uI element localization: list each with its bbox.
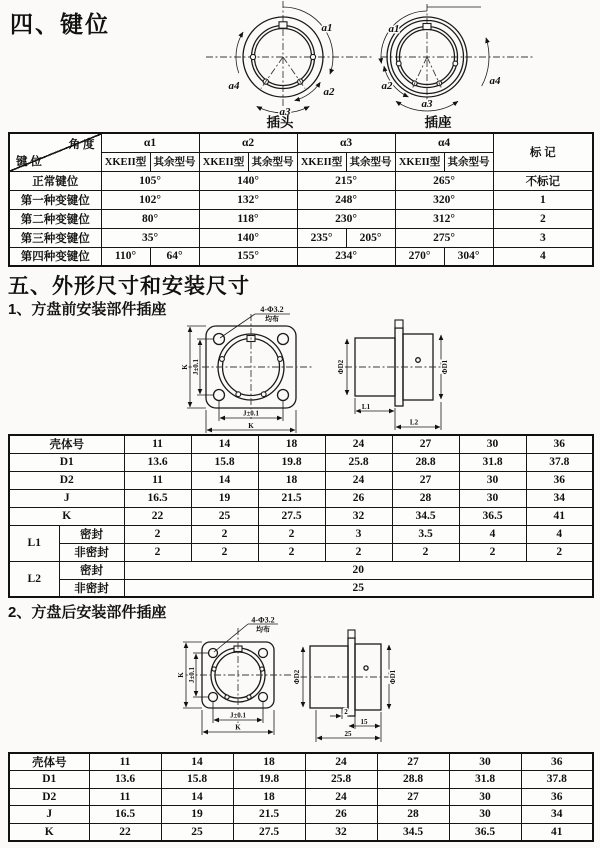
row-label: D1 (9, 453, 124, 471)
dim-l2: L2 (409, 418, 419, 427)
front-mount-drawing (150, 302, 460, 434)
cell: 36 (526, 471, 593, 489)
dim-j-left: J±0.1 (188, 666, 196, 684)
cell: 30 (459, 435, 526, 453)
cell: 19 (191, 489, 258, 507)
cell: 18 (233, 753, 305, 771)
cell: 2 (325, 543, 392, 561)
table-row (9, 543, 593, 561)
cell: 27.5 (258, 507, 325, 525)
cell: 32 (305, 823, 377, 841)
subcol-header: 其余型号 (150, 152, 199, 171)
dim-k-left: K (177, 672, 185, 678)
cell: 34.5 (392, 507, 459, 525)
row-label: 第三种变键位 (9, 228, 101, 247)
cell: 28.8 (392, 453, 459, 471)
cell: 132° (199, 190, 297, 209)
row-label: 正常键位 (9, 171, 101, 190)
sub1-title: 1、方盘前安装部件插座 (8, 301, 167, 318)
cell: 2 (191, 525, 258, 543)
hole-note-2: 均布 (256, 625, 270, 634)
cell: 19 (161, 806, 233, 824)
cell: 25.8 (305, 771, 377, 789)
socket-a1-label: a1 (388, 23, 400, 35)
cell: 31.8 (449, 771, 521, 789)
plug-a3-label: a3 (279, 106, 291, 118)
cell: 36.5 (459, 507, 526, 525)
socket-caption: 插座 (424, 115, 452, 130)
cell: 80° (101, 209, 199, 228)
row-label: D2 (9, 471, 124, 489)
cell: 19.8 (233, 771, 305, 789)
row-label: K (9, 507, 124, 525)
cell: 265° (395, 171, 493, 190)
table-row (9, 453, 593, 471)
cell: 118° (199, 209, 297, 228)
table-row (9, 228, 593, 247)
sub2-title: 2、方盘后安装部件插座 (8, 604, 167, 621)
cell: 27 (377, 788, 449, 806)
row-sublabel: 密封 (59, 525, 124, 543)
row-label: 壳体号 (9, 753, 89, 771)
socket-diagram (381, 4, 534, 130)
table-row (9, 489, 593, 507)
plug-diagram (206, 1, 372, 130)
cell: 34.5 (377, 823, 449, 841)
cell: 30 (459, 471, 526, 489)
cell: 205° (346, 228, 395, 247)
cell: 26 (305, 806, 377, 824)
rear-mount-dim-table (8, 752, 594, 842)
cell: 1 (493, 190, 593, 209)
dim-d2: ΦD2 (337, 359, 345, 375)
cell: 28.8 (377, 771, 449, 789)
table-row (9, 435, 593, 453)
cell: 18 (258, 435, 325, 453)
cell: 13.6 (89, 771, 161, 789)
cell: 36 (521, 788, 593, 806)
row-label: 第四种变键位 (9, 247, 101, 266)
cell: 16.5 (124, 489, 191, 507)
cell: 30 (449, 753, 521, 771)
cell: 15.8 (191, 453, 258, 471)
col-header-a2: α2 (199, 133, 297, 152)
cell: 24 (305, 753, 377, 771)
cell: 2 (124, 543, 191, 561)
cell: 20 (124, 561, 593, 579)
cell: 22 (89, 823, 161, 841)
cell: 275° (395, 228, 493, 247)
cell: 32 (325, 507, 392, 525)
socket-keyway (423, 24, 431, 30)
front-mount-dim-table (8, 434, 594, 598)
cell: 24 (325, 471, 392, 489)
front-view (177, 616, 292, 735)
cell: 2 (124, 525, 191, 543)
row-label: 第一种变键位 (9, 190, 101, 209)
cell: 2 (258, 525, 325, 543)
cell: 19.8 (258, 453, 325, 471)
subcol-header: XKEII型 (199, 152, 248, 171)
table-row (9, 753, 593, 771)
subcol-header: 其余型号 (248, 152, 297, 171)
cell: 21.5 (258, 489, 325, 507)
cell: 2 (493, 209, 593, 228)
cell: 25 (124, 579, 593, 597)
cell: 36 (521, 753, 593, 771)
row-sublabel: 非密封 (59, 543, 124, 561)
cell: 14 (191, 471, 258, 489)
plug-a4-label: a4 (228, 80, 240, 92)
cell: 4 (493, 247, 593, 266)
hole-note: 4-Φ3.2 (251, 616, 275, 625)
dim-15: 15 (360, 718, 368, 726)
rear-mount-drawing (150, 616, 470, 752)
table-row (9, 471, 593, 489)
side-view (293, 630, 397, 742)
cell: 31.8 (459, 453, 526, 471)
cell: 11 (124, 471, 191, 489)
table-row (9, 190, 593, 209)
cell: 2 (526, 543, 593, 561)
cell: 102° (101, 190, 199, 209)
subcol-header: XKEII型 (101, 152, 150, 171)
cell: 21.5 (233, 806, 305, 824)
cell: 24 (325, 435, 392, 453)
dim-j-bottom: J±0.1 (229, 711, 247, 720)
cell: 22 (124, 507, 191, 525)
table-row (9, 806, 593, 824)
hole-note: 4-Φ3.2 (260, 305, 284, 314)
cell: 64° (150, 247, 199, 266)
dim-25: 25 (344, 730, 352, 738)
cell: 3.5 (392, 525, 459, 543)
cell: 14 (161, 788, 233, 806)
cell: 26 (325, 489, 392, 507)
table-row (9, 209, 593, 228)
cell: 105° (101, 171, 199, 190)
corner-cell (9, 133, 101, 171)
dim-d2: ΦD2 (293, 669, 301, 685)
row-label: D2 (9, 788, 89, 806)
table-row (9, 171, 593, 190)
socket-a4-label: a4 (489, 75, 501, 87)
cell: 30 (449, 806, 521, 824)
cell: 41 (521, 823, 593, 841)
cell: 11 (89, 753, 161, 771)
cell: 3 (325, 525, 392, 543)
plug-caption: 插头 (266, 115, 294, 130)
cell: 320° (395, 190, 493, 209)
row-label: K (9, 823, 89, 841)
plug-a2-label: a2 (323, 86, 335, 98)
cell: 34 (521, 806, 593, 824)
cell: 34 (526, 489, 593, 507)
dim-d1: ΦD1 (441, 359, 449, 375)
table-row (9, 771, 593, 789)
row-label: L2 (9, 561, 59, 597)
cell: 248° (297, 190, 395, 209)
cell: 13.6 (124, 453, 191, 471)
table-row (9, 525, 593, 543)
dim-2: 2 (344, 708, 348, 716)
row-label: 壳体号 (9, 435, 124, 453)
subcol-header: XKEII型 (395, 152, 444, 171)
cell: 25.8 (325, 453, 392, 471)
socket-a2-label: a2 (381, 80, 393, 92)
cell: 235° (297, 228, 346, 247)
section4-title: 四、键位 (10, 11, 110, 37)
cell: 140° (199, 171, 297, 190)
cell: 312° (395, 209, 493, 228)
cell: 15.8 (161, 771, 233, 789)
cell: 215° (297, 171, 395, 190)
cell: 2 (459, 543, 526, 561)
table-row (9, 788, 593, 806)
table-row (9, 247, 593, 266)
col-header-mark: 标 记 (493, 133, 593, 171)
cell: 11 (124, 435, 191, 453)
row-sublabel: 密封 (59, 561, 124, 579)
cell: 11 (89, 788, 161, 806)
cell: 36 (526, 435, 593, 453)
corner-angle-label: 角 度 (68, 139, 95, 151)
cell: 27 (392, 435, 459, 453)
key-position-diagrams (190, 0, 540, 130)
cell: 3 (493, 228, 593, 247)
cell: 36.5 (449, 823, 521, 841)
row-sublabel: 非密封 (59, 579, 124, 597)
dim-d1: ΦD1 (389, 669, 397, 685)
cell: 24 (305, 788, 377, 806)
cell: 140° (199, 228, 297, 247)
cell: 27 (377, 753, 449, 771)
col-header-a3: α3 (297, 133, 395, 152)
cell: 41 (526, 507, 593, 525)
cell: 25 (161, 823, 233, 841)
cell: 234° (297, 247, 395, 266)
dim-k-bottom: K (248, 422, 254, 430)
cell: 27.5 (233, 823, 305, 841)
socket-a3-label: a3 (421, 98, 433, 110)
row-label: D1 (9, 771, 89, 789)
col-header-a1: α1 (101, 133, 199, 152)
cell: 25 (191, 507, 258, 525)
plug-keyway (279, 22, 287, 28)
cell: 37.8 (521, 771, 593, 789)
cell: 16.5 (89, 806, 161, 824)
row-label: J (9, 806, 89, 824)
cell: 30 (449, 788, 521, 806)
cell: 不标记 (493, 171, 593, 190)
cell: 18 (233, 788, 305, 806)
cell: 28 (377, 806, 449, 824)
table-row (9, 579, 593, 597)
side-view (337, 320, 449, 430)
cell: 14 (191, 435, 258, 453)
dim-k-left: K (181, 364, 189, 370)
section5-title: 五、外形尺寸和安装尺寸 (8, 275, 250, 298)
cell: 4 (526, 525, 593, 543)
cell: 110° (101, 247, 150, 266)
cell: 2 (392, 543, 459, 561)
dim-k-bottom: K (235, 723, 241, 732)
table-row (9, 561, 593, 579)
row-label: L1 (9, 525, 59, 561)
dim-l1: L1 (361, 403, 371, 411)
front-view (181, 305, 314, 433)
cell: 18 (258, 471, 325, 489)
cell: 304° (444, 247, 493, 266)
plug-a1-label: a1 (321, 22, 333, 34)
subcol-header: 其余型号 (346, 152, 395, 171)
hole-note-2: 均布 (265, 315, 279, 323)
cell: 35° (101, 228, 199, 247)
cell: 14 (161, 753, 233, 771)
row-label: 第二种变键位 (9, 209, 101, 228)
dim-j-left: J±0.1 (192, 358, 200, 376)
cell: 155° (199, 247, 297, 266)
dim-j-bottom: J±0.1 (242, 409, 260, 418)
header-row-1 (9, 133, 593, 152)
cell: 4 (459, 525, 526, 543)
row-label: J (9, 489, 124, 507)
table-row (9, 507, 593, 525)
key-position-table (8, 132, 594, 267)
cell: 28 (392, 489, 459, 507)
subcol-header: XKEII型 (297, 152, 346, 171)
corner-key-label: 键 位 (16, 155, 42, 168)
cell: 37.8 (526, 453, 593, 471)
cell: 2 (191, 543, 258, 561)
cell: 30 (459, 489, 526, 507)
cell: 230° (297, 209, 395, 228)
col-header-a4: α4 (395, 133, 493, 152)
cell: 270° (395, 247, 444, 266)
cell: 27 (392, 471, 459, 489)
cell: 2 (258, 543, 325, 561)
subcol-header: 其余型号 (444, 152, 493, 171)
table-row (9, 823, 593, 841)
